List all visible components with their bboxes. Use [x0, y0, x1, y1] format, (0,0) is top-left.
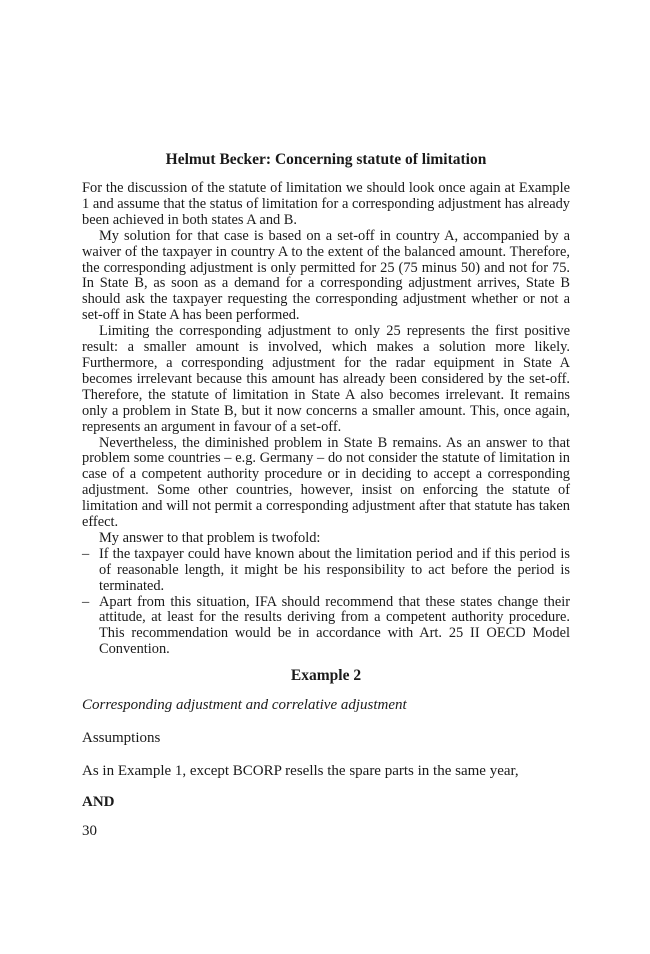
body-text — [82, 181, 570, 658]
and-label: AND — [82, 794, 115, 810]
list-item — [82, 547, 570, 595]
example-text: As in Example 1, except BCORP resells the spare parts in the same year, — [82, 763, 519, 779]
dash-bullet: – — [82, 545, 90, 562]
paragraph-5: My answer to that problem is twofold: — [99, 529, 321, 546]
example-subtitle: Corresponding adjustment and correlative adjustment — [82, 697, 407, 713]
assumptions-label: Assumptions — [82, 730, 161, 746]
list-item — [82, 595, 570, 659]
section-heading: Helmut Becker: Concerning statute of limitation — [165, 151, 487, 168]
dash-bullet: – — [82, 593, 90, 610]
list-item-text: If the taxpayer could have known about the limitation period and if this period is of reasonable length, it might be his responsibility to act before the period is terminated. — [99, 545, 570, 594]
example-title: Example 2 — [290, 667, 362, 684]
paragraph-4: Nevertheless, the diminished problem in State B remains. As an answer to that problem some countries – e.g. Germany – do not consider the statute of limitation in case of a competent authority procedure or in deciding to accept a corresponding adjustment. Some other countries, however, insist on enforcing the statute of limitation and will not permit a corresponding adjustment after that statute has taken effect. — [82, 434, 570, 531]
dash-list — [82, 547, 570, 658]
paragraph-1: For the discussion of the statute of limitation we should look once again at Example 1 and assume that the status of limitation for a corresponding adjustment has already been achieved in both states A and B. — [82, 180, 570, 228]
paragraph-2: My solution for that case is based on a set-off in country A, accompanied by a waiver of the taxpayer in country A to the extent of the balanced amount. Therefore, the corresponding adjustment is only permitted for 25 (75 minus 50) and not for 75. In State B, as soon as a demand for a corresponding adjustment arrives, State B should ask the taxpayer requesting the corresponding adjustment whether or not a set-off in State A has been performed. — [82, 227, 570, 324]
page-number: 30 — [82, 823, 97, 839]
paragraph-3: Limiting the corresponding adjustment to only 25 represents the first positive result: a smaller amount is involved, which makes a solution more likely. Furthermore, a corresponding adjustment for the radar equipment in State A becomes irrelevant because this amount has already been considered by the set-off. Therefore, the statute of limitation in State A also becomes irrelevant. It remains only a problem in State B, but it now concerns a smaller amount. This, once again, represents an argument in favour of a set-off. — [82, 323, 570, 435]
list-item-text: Apart from this situation, IFA should recommend that these states change their attitude, at least for the results deriving from a competent authority procedure. This recommendation would be in accordance with Art. 25 II OECD Model Convention. — [99, 593, 570, 658]
